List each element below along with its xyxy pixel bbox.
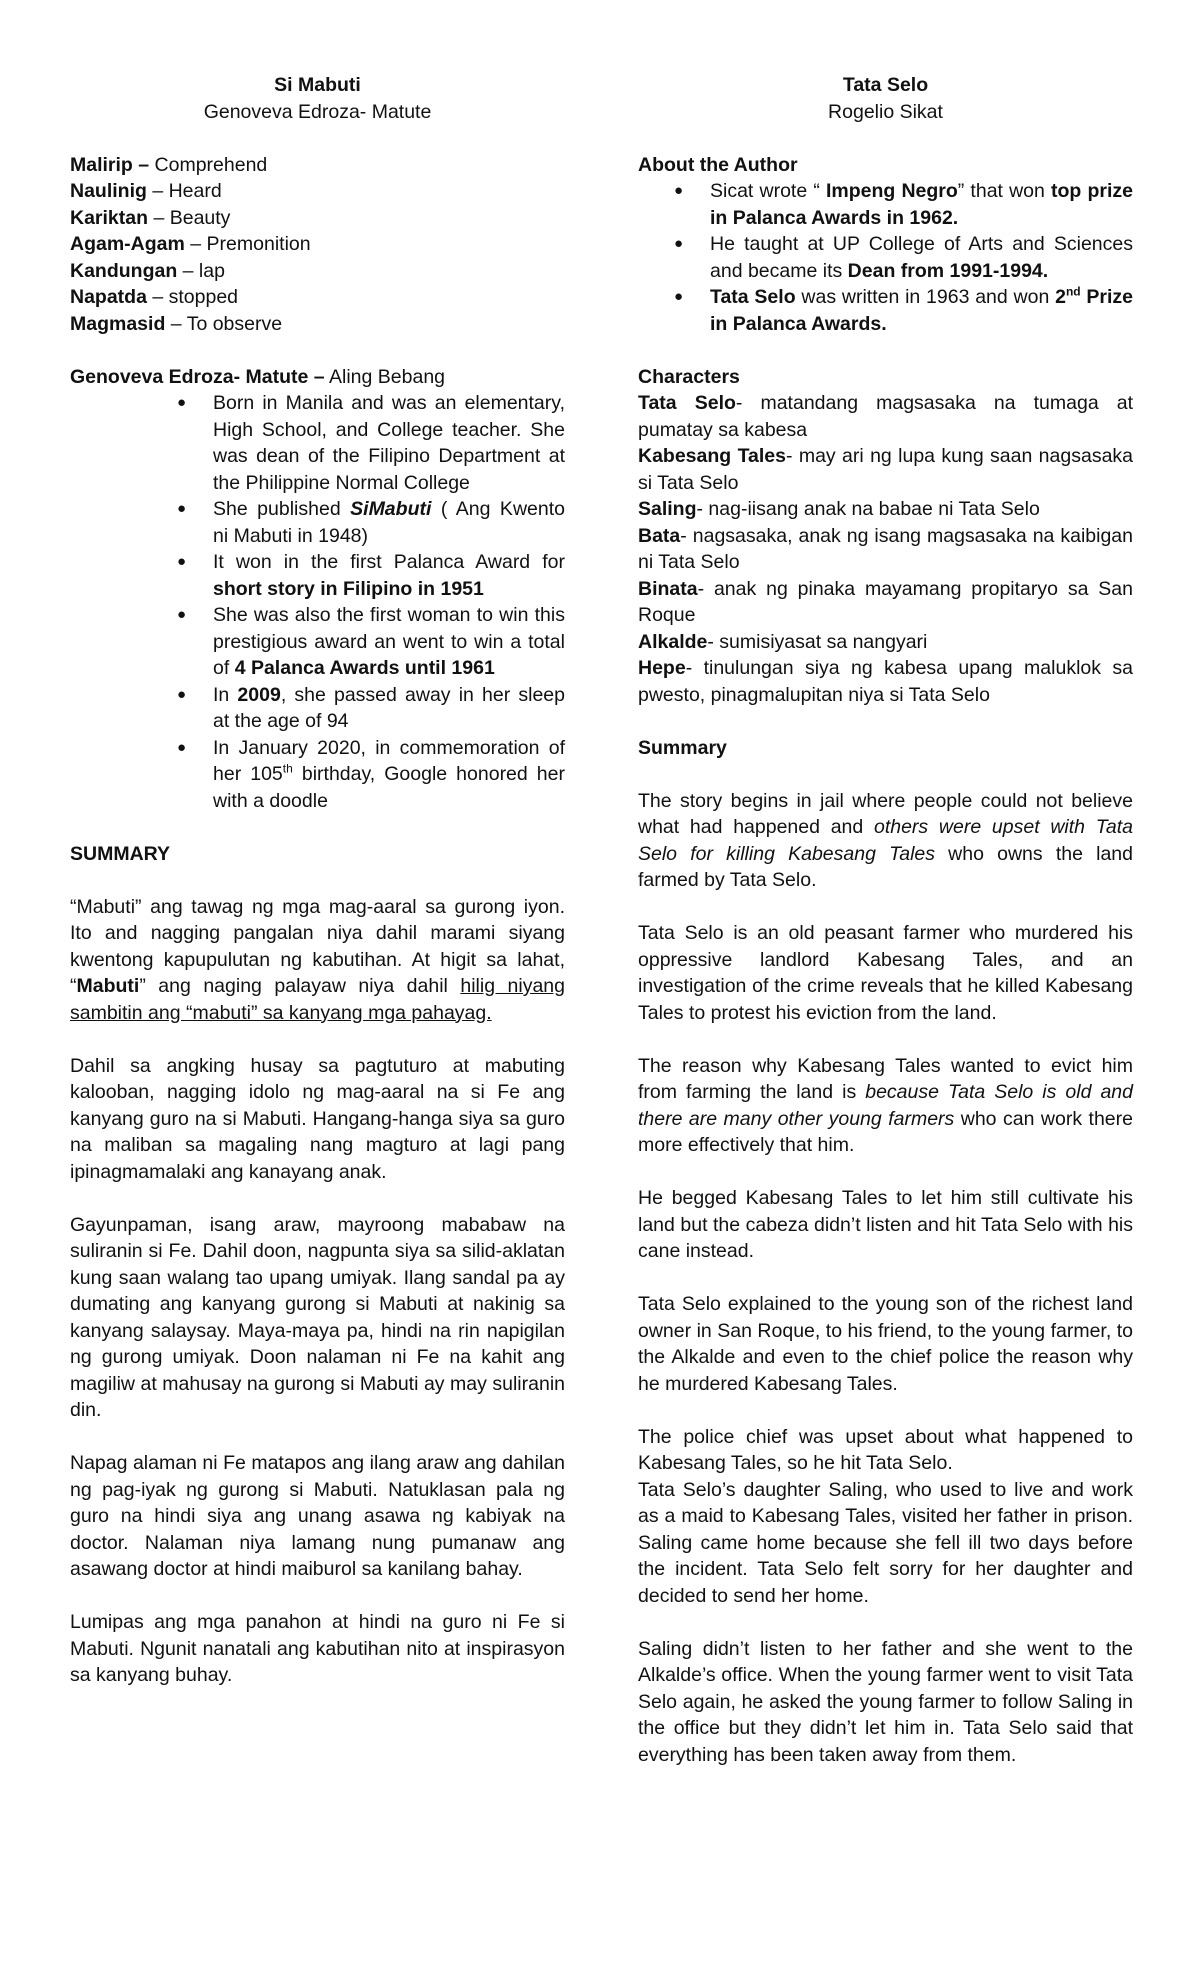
about-author-bullets bbox=[638, 178, 1133, 337]
vocab-item: Kandungan – lap bbox=[70, 259, 225, 282]
story-author: Rogelio Sikat bbox=[828, 100, 943, 123]
list-item: ● Born in Manila and was an elementary, High School, and College teacher. She was dean of the Filipino Department at the Philippine Normal College bbox=[177, 392, 565, 494]
list-item: ● She published SiMabuti ( Ang Kwento ni Mabuti in 1948) bbox=[177, 498, 565, 547]
list-item: ● Tata Selo was written in 1963 and won 2nd Prize in Palanca Awards. bbox=[674, 284, 1133, 335]
vocabulary-list bbox=[70, 152, 565, 338]
about-author-heading: About the Author bbox=[638, 153, 798, 176]
bullet-icon: ● bbox=[674, 182, 684, 199]
summary-paragraph: Tata Selo explained to the young son of the richest land owner in San Roque, to his friend, to the young farmer, to the Alkalde and even to the chief police the reason why he murdered Kabesang Tales. bbox=[638, 1293, 1133, 1395]
bullet-icon: ● bbox=[177, 394, 187, 411]
vocab-item: Agam-Agam – Premonition bbox=[70, 233, 311, 255]
summary-paragraph: He begged Kabesang Tales to let him still cultivate his land but the cabeza didn’t listen and hit Tata Selo with his cane instead. bbox=[638, 1187, 1133, 1262]
bullet-icon: ● bbox=[177, 738, 187, 756]
right-column bbox=[638, 72, 1133, 1768]
list-item: ● In January 2020, in commemoration of her 105th birthday, Google honored her with a doodle bbox=[177, 736, 565, 812]
list-item: ● Sicat wrote “ Impeng Negro” that won top prize in Palanca Awards in 1962. bbox=[674, 180, 1134, 229]
summary-paragraph: The reason why Kabesang Tales wanted to evict him from farming the land is because Tata Selo is old and there are many other young farmers who can work there more effectively that him. bbox=[638, 1054, 1133, 1156]
story-title: Si Mabuti bbox=[274, 74, 361, 96]
bullet-icon: ● bbox=[177, 553, 187, 570]
vocab-item: Naulinig – Heard bbox=[70, 180, 222, 202]
story-author: Genoveva Edroza- Matute bbox=[203, 100, 432, 123]
vocab-item: Malirip – Comprehend bbox=[70, 153, 268, 176]
summary-paragraph: Dahil sa angking husay sa pagtuturo at mabuting kalooban, nagging idolo ng mag-aaral na si Fe ang kanyang guro na si Mabuti. Hangang-hanga siya sa guro na maliban sa magaling nang magturo at lagi pang ipinagmamalaki ang kanayang anak. bbox=[70, 1054, 565, 1183]
summary-heading: SUMMARY bbox=[70, 842, 171, 865]
author-heading: Genoveva Edroza- Matute – Aling Bebang bbox=[70, 365, 446, 388]
list-item: ● It won in the first Palanca Award for short story in Filipino in 1951 bbox=[177, 551, 565, 600]
character-item: Saling- nag-iisang anak na babae ni Tata Selo bbox=[638, 498, 1040, 520]
summary-paragraph: Tata Selo is an old peasant farmer who murdered his oppressive landlord Kabesang Tales, and an investigation of the crime reveals that he killed Kabesang Tales to protest his eviction from the land. bbox=[638, 922, 1133, 1024]
characters-heading: Characters bbox=[638, 365, 740, 388]
vocab-item: Magmasid – To observe bbox=[70, 312, 283, 335]
character-item: Kabesang Tales- may ari ng lupa kung saan nagsasaka si Tata Selo bbox=[638, 445, 1134, 494]
bullet-icon: ● bbox=[177, 606, 187, 623]
summary-paragraph: Tata Selo’s daughter Saling, who used to live and work as a maid to Kabesang Tales, visited her father in prison. Saling came home because she fell ill two days before the incident. Tata Selo felt sorry for her daughter and decided to send her home. bbox=[638, 1478, 1133, 1607]
character-item: Hepe- tinulungan siya ng kabesa upang maluklok sa pwesto, pinagmalupitan niya si Tata Selo bbox=[638, 657, 1133, 706]
bullet-icon: ● bbox=[177, 500, 187, 517]
story-title: Tata Selo bbox=[842, 74, 929, 96]
summary-paragraph: The story begins in jail where people could not believe what had happened and others were upset with Tata Selo for killing Kabesang Tales who owns the land farmed by Tata Selo. bbox=[638, 789, 1133, 891]
vocab-item: Kariktan – Beauty bbox=[70, 206, 231, 229]
author-bullets bbox=[70, 390, 565, 814]
summary-paragraph: Saling didn’t listen to her father and she went to the Alkalde’s office. When the young farmer went to visit Tata Selo again, he asked the young farmer to follow Saling in the office but they didn’t let him in. Tata Selo said that everything has been taken away from them. bbox=[638, 1637, 1133, 1766]
character-item: Binata- anak ng pinaka mayamang propitaryo sa San Roque bbox=[638, 577, 1133, 626]
character-item: Bata- nagsasaka, anak ng isang magsasaka na kaibigan ni Tata Selo bbox=[638, 524, 1133, 573]
list-item: ● In 2009, she passed away in her sleep at the age of 94 bbox=[177, 683, 565, 732]
left-column bbox=[70, 72, 565, 1689]
characters-list bbox=[638, 390, 1133, 708]
summary-paragraph: Lumipas ang mga panahon at hindi na guro ni Fe si Mabuti. Ngunit nanatali ang kabutihan nito at inspirasyon sa kanyang buhay. bbox=[70, 1611, 565, 1686]
list-item: ● She was also the first woman to win this prestigious award an went to win a total of 4 Palanca Awards until 1961 bbox=[177, 604, 565, 679]
bullet-icon: ● bbox=[674, 288, 684, 305]
character-item: Alkalde- sumisiyasat sa nangyari bbox=[638, 630, 928, 653]
summary-heading: Summary bbox=[638, 736, 727, 759]
summary-paragraph: The police chief was upset about what happened to Kabesang Tales, so he hit Tata Selo. bbox=[638, 1425, 1133, 1474]
summary-paragraph: “Mabuti” ang tawag ng mga mag-aaral sa gurong iyon. Ito and nagging pangalan niya dahil marami siyang kwentong kapupulutan ng kabutihan. At higit sa lahat, “Mabuti” ang naging palayaw niya dahil hilig niyang sambitin ang “mabuti” sa kanyang mga pahayag. bbox=[70, 895, 565, 1024]
vocab-item: Napatda – stopped bbox=[70, 286, 239, 308]
summary-paragraph: Gayunpaman, isang araw, mayroong mababaw na suliranin si Fe. Dahil doon, nagpunta siya sa silid-aklatan kung saan walang tao upang umiyak. Ilang sandal pa ay dumating ang kanyang gurong si Mabuti at nakinig sa kanyang salaysay. Maya-maya pa, hindi na rin napigilan ng gurong umiyak. Doon nalaman ni Fe na kahit ang magiliw at mahusay na gurong si Mabuti ay may suliranin din. bbox=[70, 1213, 565, 1421]
summary-paragraph: Napag alaman ni Fe matapos ang ilang araw ang dahilan ng pag-iyak ng gurong si Mabuti. Natuklasan pala ng guro na hindi siya ang unang asawa ng kabiyak na doctor. Nalaman niya lamang nung pumanaw ang asawang doctor at hindi maiburol sa kanilang bahay. bbox=[70, 1452, 565, 1580]
list-item: ● He taught at UP College of Arts and Sciences and became its Dean from 1991-1994. bbox=[674, 233, 1133, 282]
character-item: Tata Selo- matandang magsasaka na tumaga at pumatay sa kabesa bbox=[638, 392, 1134, 441]
bullet-icon: ● bbox=[674, 235, 684, 252]
bullet-icon: ● bbox=[177, 685, 187, 703]
